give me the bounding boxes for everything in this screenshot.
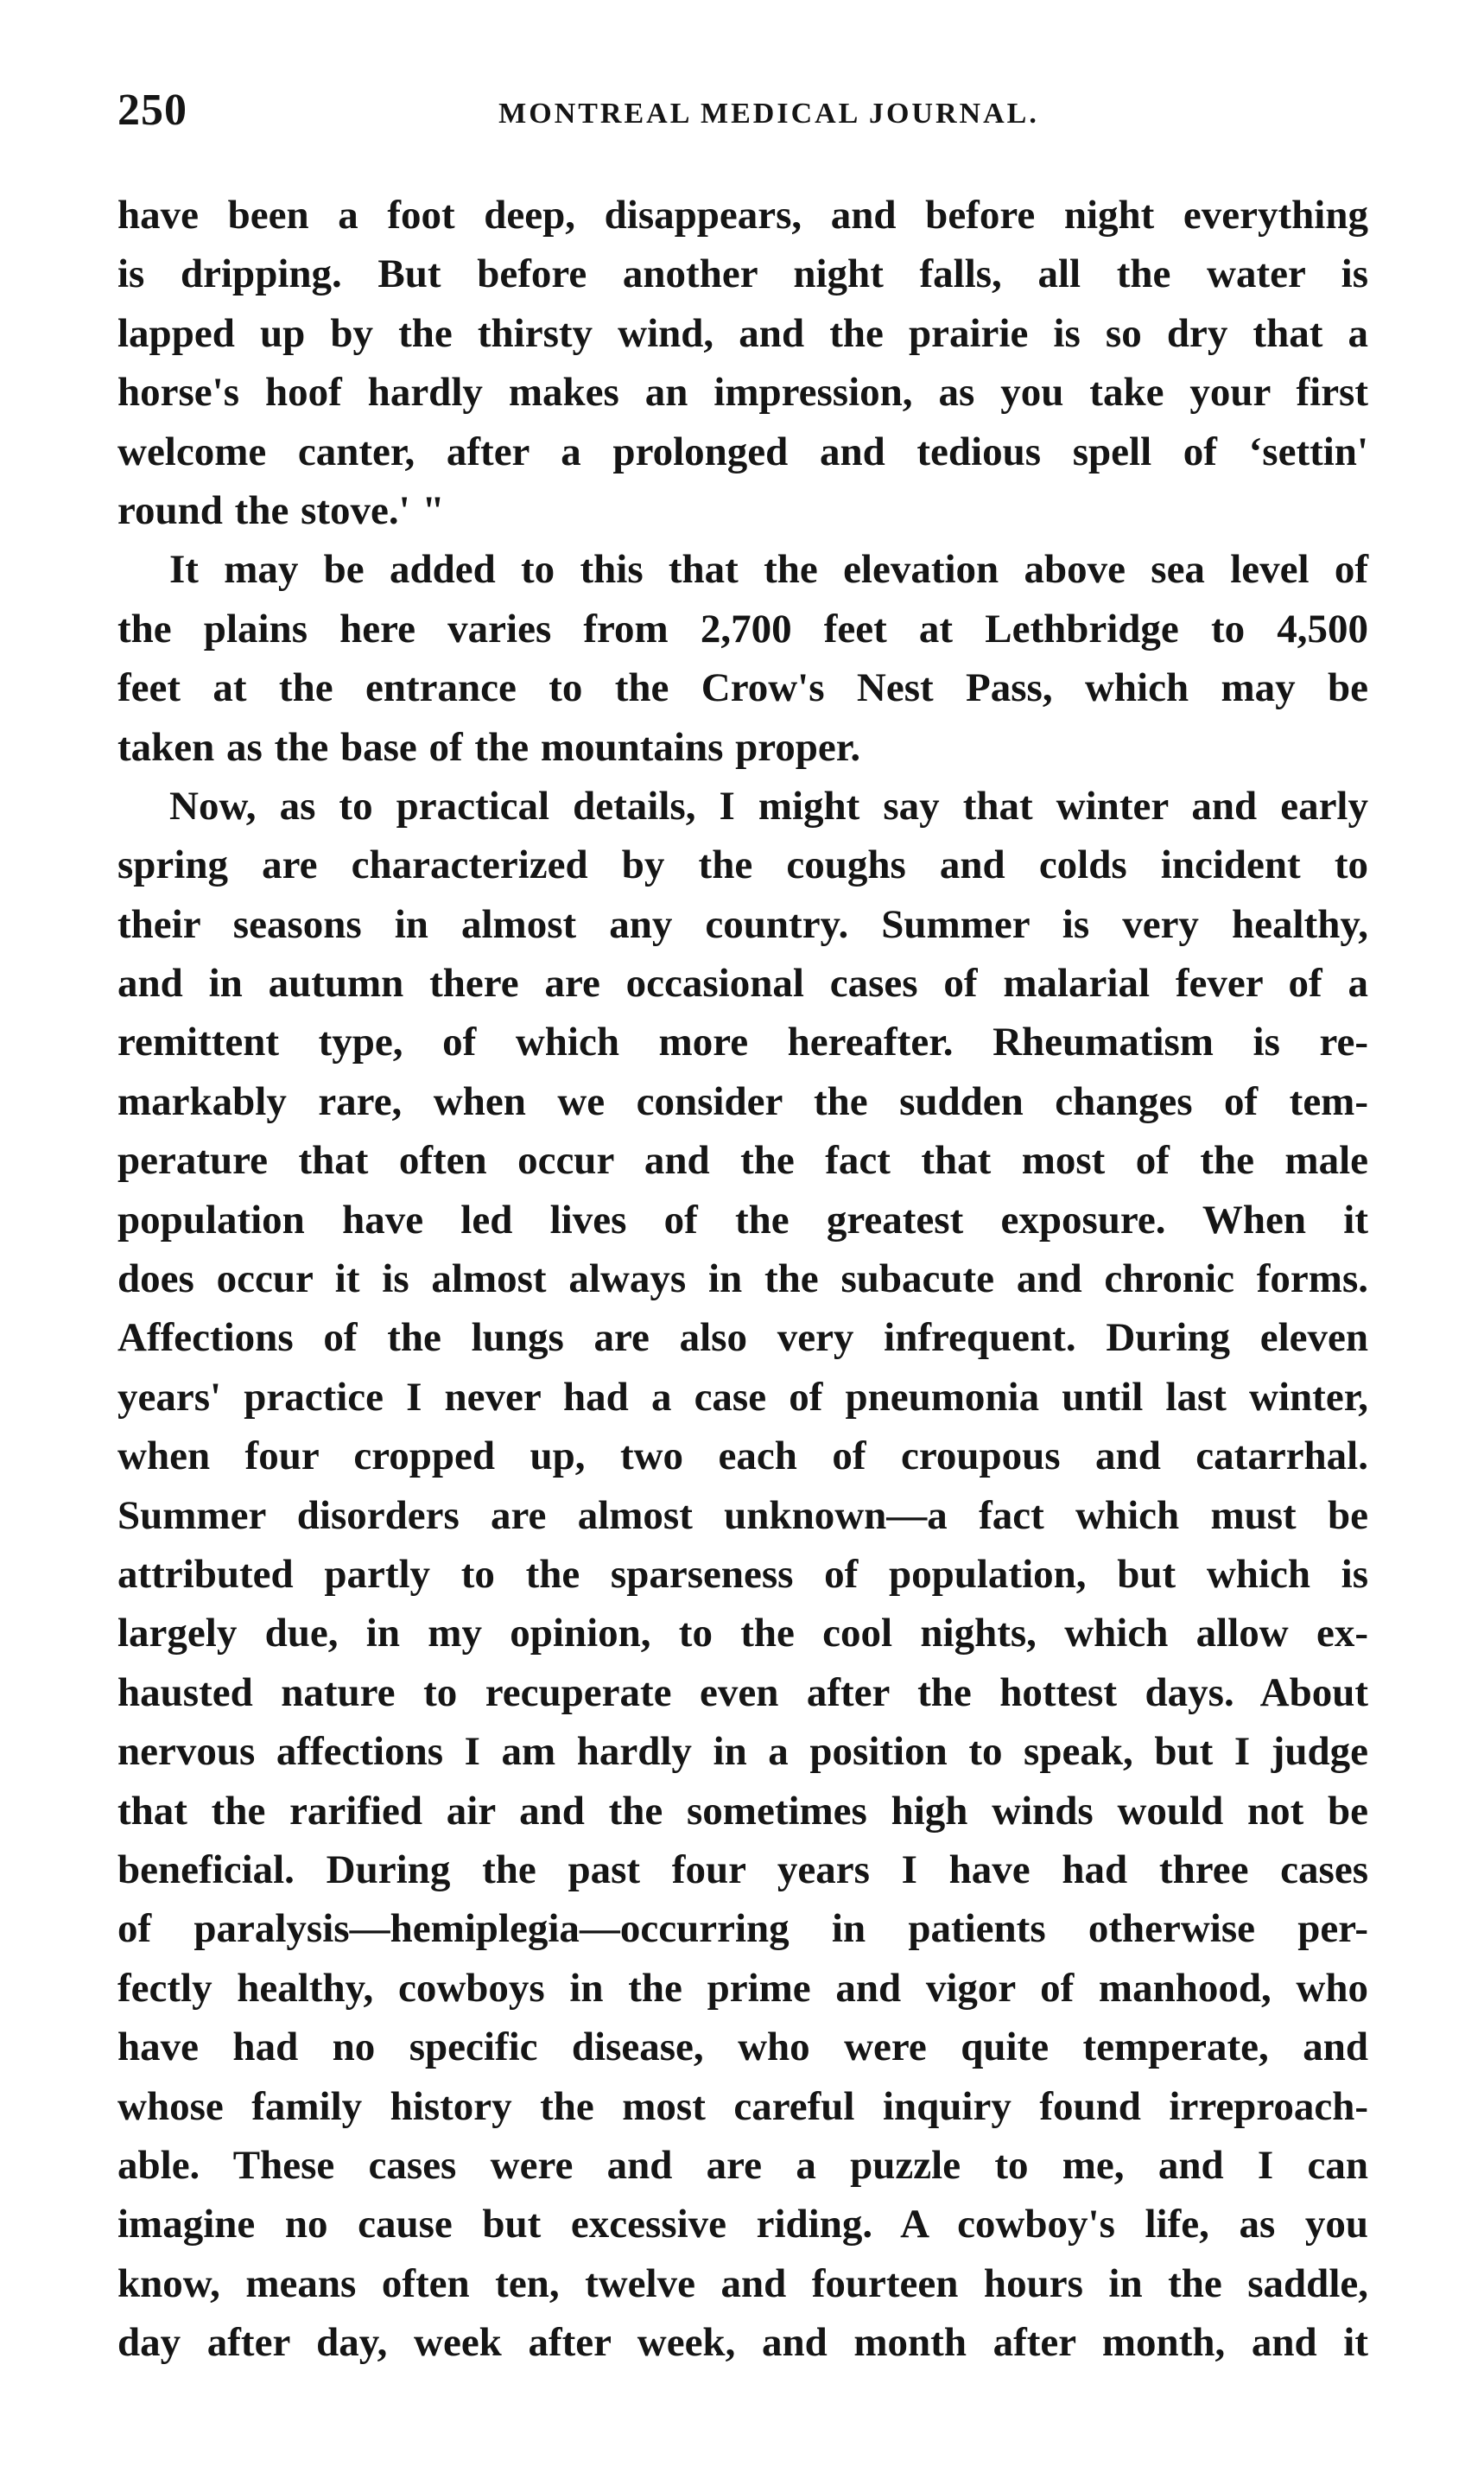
text-line: remittent type, of which more hereafter. Rheumatism is re- (117, 1020, 1368, 1065)
paragraph (117, 777, 1368, 2373)
text-line: when four cropped up, two each of croupous and catarrhal. (117, 1433, 1368, 1479)
paragraph (117, 186, 1368, 540)
text-line: taken as the base of the mountains proper. (117, 724, 861, 770)
text-line: attributed partly to the sparseness of population, but which is (117, 1551, 1368, 1597)
running-head (117, 85, 1368, 145)
page-number: 250 (117, 86, 187, 135)
text-line: spring are characterized by the coughs and colds incident to (117, 842, 1368, 888)
text-line: feet at the entrance to the Crow's Nest Pass, which may be (117, 665, 1368, 711)
text-line: does occur it is almost always in the subacute and chronic forms. (117, 1256, 1368, 1302)
text-line: horse's hoof hardly makes an impression, as you take your first (117, 370, 1368, 416)
article-body (117, 186, 1368, 2372)
text-line: day after day, week after week, and month after month, and it (117, 2320, 1368, 2366)
text-line: fectly healthy, cowboys in the prime and vigor of manhood, who (117, 1965, 1368, 2011)
text-line: perature that often occur and the fact that most of the male (117, 1138, 1368, 1184)
text-line: have been a foot deep, disappears, and before night everything (117, 193, 1368, 238)
text-line: welcome canter, after a prolonged and tedious spell of ‘settin' (117, 429, 1368, 474)
text-line: It may be added to this that the elevation above sea level of (169, 547, 1368, 593)
text-line: whose family history the most careful inquiry found irreproach- (117, 2083, 1368, 2129)
text-line: able. These cases were and are a puzzle to me, and I can (117, 2142, 1368, 2188)
text-line: largely due, in my opinion, to the cool nights, which allow ex- (117, 1611, 1368, 1656)
text-line: imagine no cause but excessive riding. A cowboy's life, as you (117, 2202, 1368, 2247)
text-line: Summer disorders are almost unknown—a fact which must be (117, 1492, 1368, 1538)
text-line: markably rare, when we consider the sudden changes of tem- (117, 1078, 1368, 1124)
text-line: of paralysis—hemiplegia—occurring in patients otherwise per- (117, 1906, 1368, 1952)
journal-title: MONTREAL MEDICAL JOURNAL. (498, 98, 1039, 130)
text-line: know, means often ten, twelve and fourteen hours in the saddle, (117, 2260, 1368, 2306)
paragraph (117, 540, 1368, 777)
text-line: Affections of the lungs are also very infrequent. During eleven (117, 1315, 1368, 1361)
text-line: population have led lives of the greatest exposure. When it (117, 1197, 1368, 1243)
text-line: beneficial. During the past four years I have had three cases (117, 1847, 1368, 1892)
text-line: that the rarified air and the sometimes high winds would not be (117, 1788, 1368, 1834)
text-line: and in autumn there are occasional cases of malarial fever of a (117, 961, 1368, 1007)
text-line: is dripping. But before another night falls, all the water is (117, 251, 1368, 297)
text-line: lapped up by the thirsty wind, and the prairie is so dry that a (117, 310, 1368, 356)
text-line: hausted nature to recuperate even after the hottest days. About (117, 1669, 1368, 1715)
text-line: have had no specific disease, who were quite temperate, and (117, 2025, 1368, 2070)
text-line: their seasons in almost any country. Summer is very healthy, (117, 901, 1368, 947)
text-line: nervous affections I am hardly in a position to speak, but I judge (117, 1729, 1368, 1775)
text-line: years' practice I never had a case of pneumonia until last winter, (117, 1374, 1368, 1420)
text-line: Now, as to practical details, I might say that winter and early (169, 783, 1368, 829)
text-line: round the stove.' " (117, 487, 445, 533)
text-line: the plains here varies from 2,700 feet at Lethbridge to 4,500 (117, 606, 1368, 652)
